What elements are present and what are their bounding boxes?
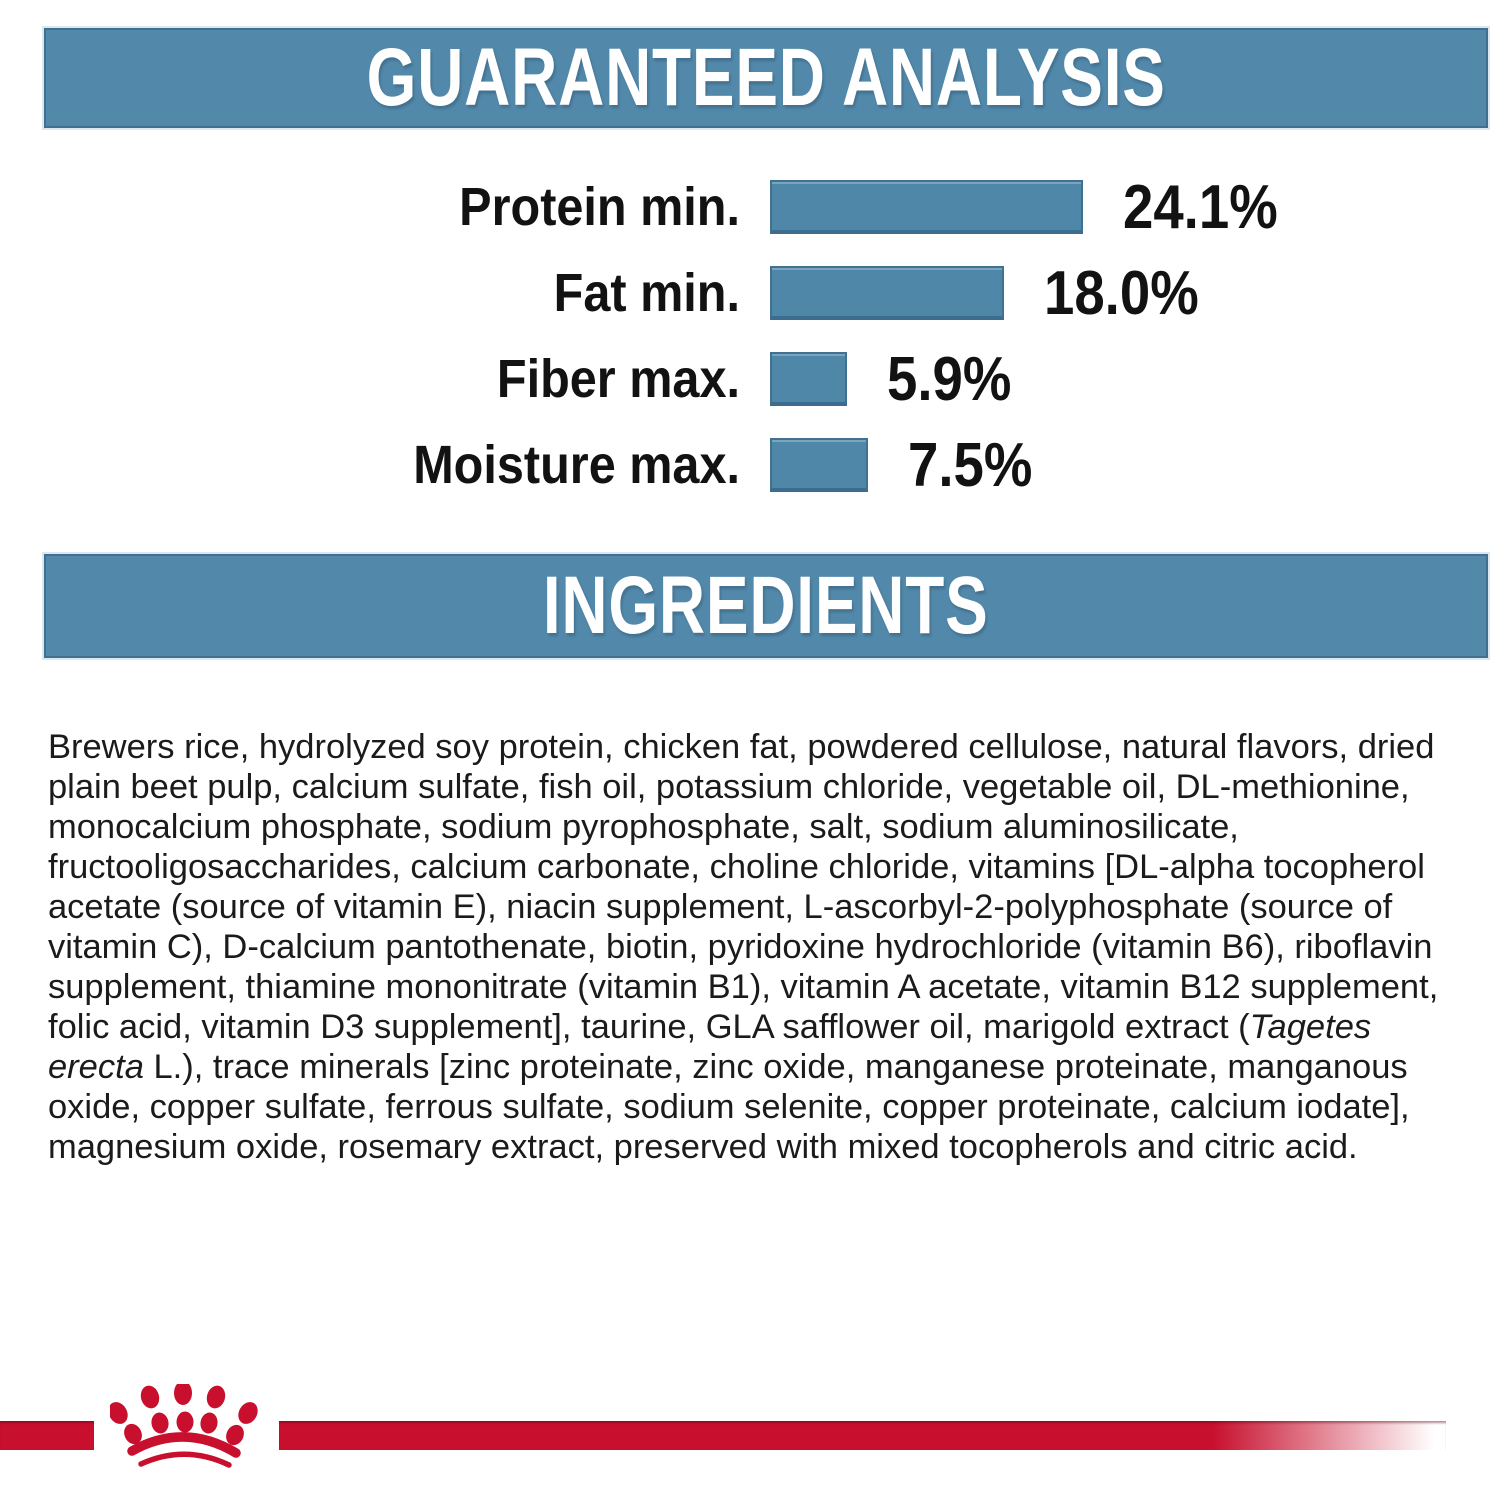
- ingredients-paragraph: [48, 727, 1448, 1167]
- nutrient-label: Protein min.: [459, 177, 740, 237]
- chart-row: [0, 336, 1500, 422]
- ingredients-latin-name: Tagetes erecta: [48, 1007, 1372, 1086]
- ingredients-title: INGREDIENTS: [543, 560, 989, 651]
- guaranteed-analysis-title: GUARANTEED ANALYSIS: [366, 32, 1166, 123]
- chart-row: [0, 164, 1500, 250]
- brand-stripe-right: [279, 1421, 1446, 1450]
- ingredients-banner: [44, 554, 1488, 658]
- nutrient-label: Fiber max.: [496, 349, 740, 409]
- nutrient-bar: [770, 180, 1083, 234]
- ingredients-text-part2: L.), trace minerals [zinc proteinate, zinc oxide, manganese proteinate, manganous oxide, copper sulfate, ferrous sulfate, sodium selenite, copper proteinate, calcium iodate], magnesium oxide, rosemary extract, preserved with mixed tocopherols and citric acid.: [48, 1047, 1410, 1166]
- nutrient-value: 18.0%: [1044, 258, 1199, 328]
- ingredients-text-part1: Brewers rice, hydrolyzed soy protein, chicken fat, powdered cellulose, natural flavors, dried plain beet pulp, calcium sulfate, fish oil, potassium chloride, vegetable oil, DL-methionine, monocalcium phosphate, sodium pyrophosphate, salt, sodium aluminosilicate, fructooligosaccharides, calcium carbonate, choline chloride, vitamins [DL-alpha tocopherol acetate (source of vitamin E), niacin supplement, L-ascorbyl-2-polyphosphate (source of vitamin C), D-calcium pantothenate, biotin, pyridoxine hydrochloride (vitamin B6), riboflavin supplement, thiamine mononitrate (vitamin B1), vitamin A acetate, vitamin B12 supplement, folic acid, vitamin D3 supplement], taurine, GLA safflower oil, marigold extract (: [48, 727, 1439, 1046]
- nutrient-value: 24.1%: [1123, 172, 1279, 242]
- nutrient-label: Moisture max.: [413, 435, 740, 495]
- nutrient-value: 5.9%: [886, 344, 1012, 414]
- nutrient-bar: [770, 266, 1004, 320]
- nutrient-label: Fat min.: [553, 263, 740, 323]
- guaranteed-analysis-banner: [44, 28, 1488, 128]
- chart-row: [0, 250, 1500, 336]
- brand-stripe-left: [0, 1421, 94, 1450]
- nutrient-bar: [770, 352, 847, 406]
- guaranteed-analysis-chart: [0, 164, 1500, 508]
- nutrient-value: 7.5%: [907, 430, 1032, 500]
- nutrient-bar: [770, 438, 868, 492]
- crown-paw-logo: [110, 1384, 260, 1476]
- chart-row: [0, 422, 1500, 508]
